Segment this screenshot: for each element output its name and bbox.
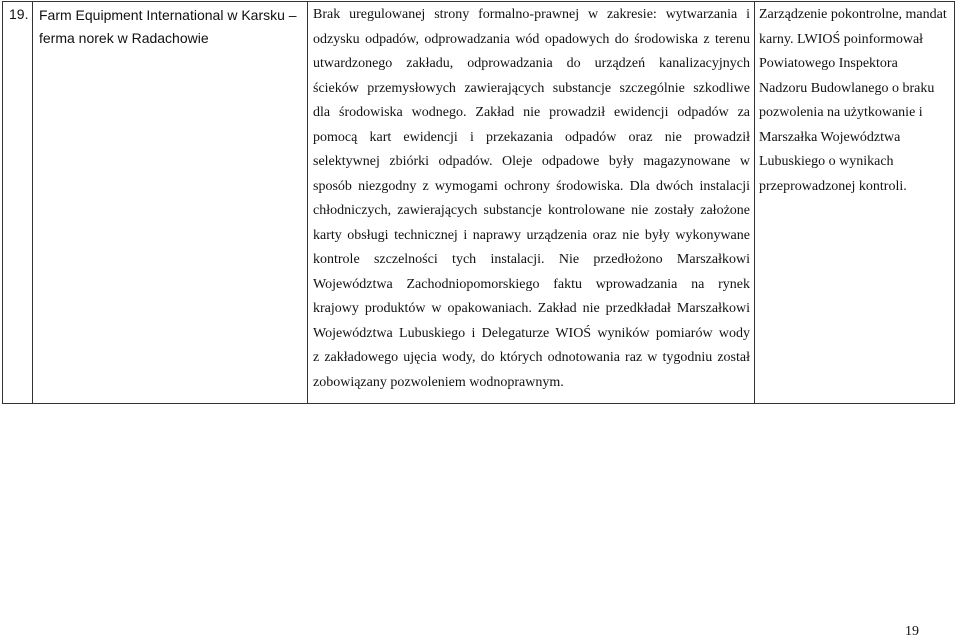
company-name-line: Farm Equipment International w Karsku – [39, 7, 297, 23]
description-line: dla środowiska wodnego. Zakład nie prowadził ewidencji odpadów za [313, 105, 750, 120]
description-line: odzysku odpadów, odprowadzania wód opadowych do środowiska z terenu [313, 31, 750, 47]
page-number: 19 [905, 624, 919, 639]
row-number-cell [3, 2, 33, 404]
description-line: Województwa Lubuskiego i Delegaturze WIOŚ wyników pomiarów wody [313, 325, 750, 341]
action-line: karny. LWIOŚ poinformował [759, 31, 924, 47]
description-line: Brak uregulowanej strony formalno-prawnej w zakresie: wytwarzania i [313, 7, 750, 22]
findings-table [2, 1, 955, 404]
description-line: kontrole szczelności tych instalacji. Nie przedłożono Marszałkowi [313, 252, 750, 267]
description-line: ścieków przemysłowych zawierających substancje szczególnie szkodliwe [313, 80, 750, 96]
action-line: Zarządzenie pokontrolne, mandat [759, 7, 947, 22]
description-line: chłodniczych, zawierających substancje kontrolowane nie zostały założone [313, 203, 750, 218]
description-line: karty obsługi technicznej i naprawy urządzenia oraz nie były wykonywane [313, 227, 750, 243]
description-line: z zakładowego ujęcia wody, do których odnotowania raz w tygodniu został [313, 350, 750, 365]
company-name-cell [33, 2, 308, 404]
description-line: krajowy produktów w opakowaniach. Zakład nie przedkładał Marszałkowi [313, 301, 750, 316]
action-line: pozwolenia na użytkowanie i [759, 105, 923, 120]
action-line: przeprowadzonej kontroli. [759, 178, 907, 194]
description-line: sposób niezgodny z wymogami ochrony środowiska. Dla dwóch instalacji [313, 178, 750, 194]
description-line: selektywnej zbiórki odpadów. Oleje odpadowe były magazynowane w [313, 154, 750, 169]
action-line: Lubuskiego o wynikach [759, 154, 894, 169]
description-line: zobowiązany pozwoleniem wodnoprawnym. [313, 374, 564, 390]
table-row [3, 2, 955, 404]
description-line: pomocą kart ewidencji i przekazania odpadów oraz nie prowadził [313, 129, 750, 145]
description-line: utwardzonego zakładu, odprowadzania do urządzeń kanalizacyjnych [313, 56, 750, 71]
row-number: 19. [9, 6, 29, 22]
action-line: Powiatowego Inspektora [759, 56, 898, 71]
company-name-line: ferma norek w Radachowie [39, 30, 209, 46]
post-inspection-action-cell [755, 2, 955, 404]
description-line: Województwa Zachodniopomorskiego faktu wprowadzania na rynek [313, 276, 750, 292]
action-line: Nadzoru Budowlanego o braku [759, 80, 935, 96]
findings-description-cell [308, 2, 755, 404]
action-line: Marszałka Województwa [759, 129, 901, 145]
